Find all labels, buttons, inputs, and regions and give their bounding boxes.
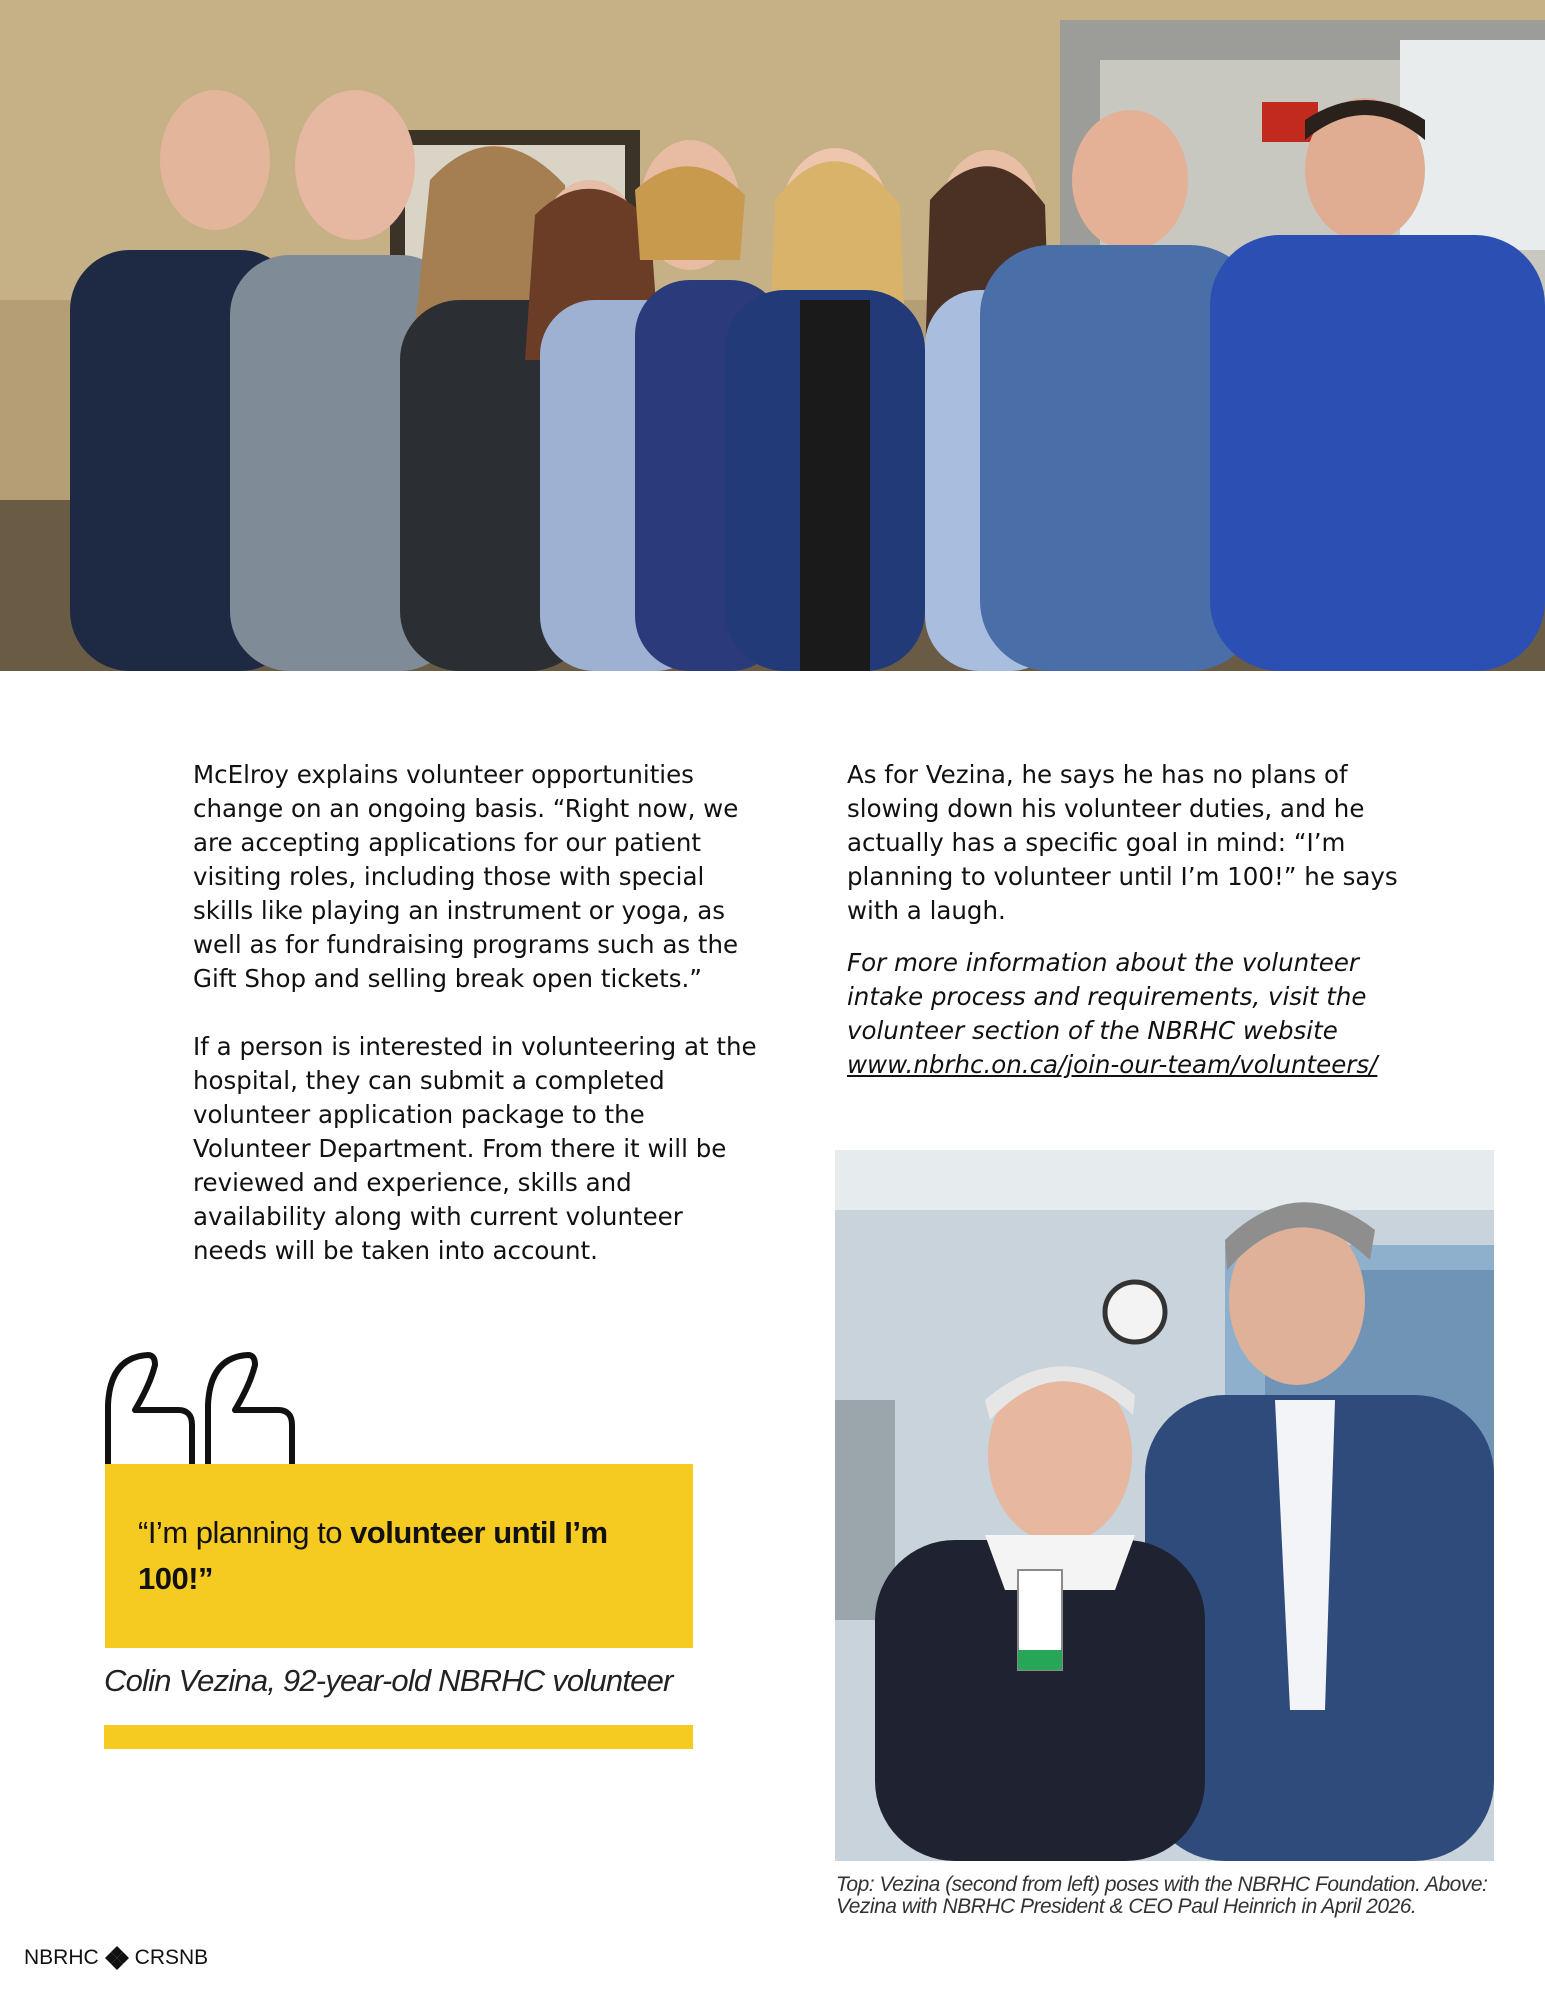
paragraph-opportunities: McElroy explains volunteer opportunities change on an ongoing basis. “Right now, we are accepting applications for our patient visiting roles, including those with special skills like playing an instrument or yoga, as well as for fundraising programs such as the Gift Shop and selling break open tickets.” (193, 760, 739, 993)
paragraph-application: If a person is interested in volunteering at the hospital, they can submit a completed volunteer application package to the Volunteer Department. From there it will be reviewed and experience, skills and availability along with current volunteer needs will be taken into account. (193, 1032, 757, 1265)
logo-right-text: CRSNB (134, 1946, 209, 1969)
logo-left-text: NBRHC (24, 1946, 99, 1969)
pull-quote-text (138, 1510, 658, 1602)
right-column (847, 758, 1417, 1082)
pull-quote-prefix: “I’m planning to (138, 1515, 351, 1550)
paragraph-vezina-goal: As for Vezina, he says he has no plans of slowing down his volunteer duties, and he actually has a specific goal in mind: “I’m planning to volunteer until I’m 100!” he says with a laugh. (847, 760, 1398, 925)
volunteers-link[interactable]: www.nbrhc.on.ca/join-our-team/volunteers/ (847, 1050, 1378, 1079)
photo-caption: Top: Vezina (second from left) poses with the NBRHC Foundation. Above: Vezina with NBRHC President & CEO Paul Heinrich in April 2026. (836, 1873, 1488, 1918)
group-photo (0, 0, 1545, 671)
left-column (193, 758, 763, 1302)
accent-bar (104, 1725, 693, 1749)
pull-quote-bold: volunteer until I’m 100!” (138, 1515, 608, 1596)
diamond-logo-icon (104, 1945, 130, 1971)
nbrhc-logo (24, 1944, 208, 1972)
more-info-block (847, 946, 1417, 1082)
vezina-heinrich-photo (835, 1150, 1494, 1861)
pull-quote-attribution: Colin Vezina, 92-year-old NBRHC volunteer (104, 1663, 673, 1698)
more-info-text: For more information about the volunteer intake process and requirements, visit the volunteer section of the NBRHC website (847, 948, 1367, 1045)
